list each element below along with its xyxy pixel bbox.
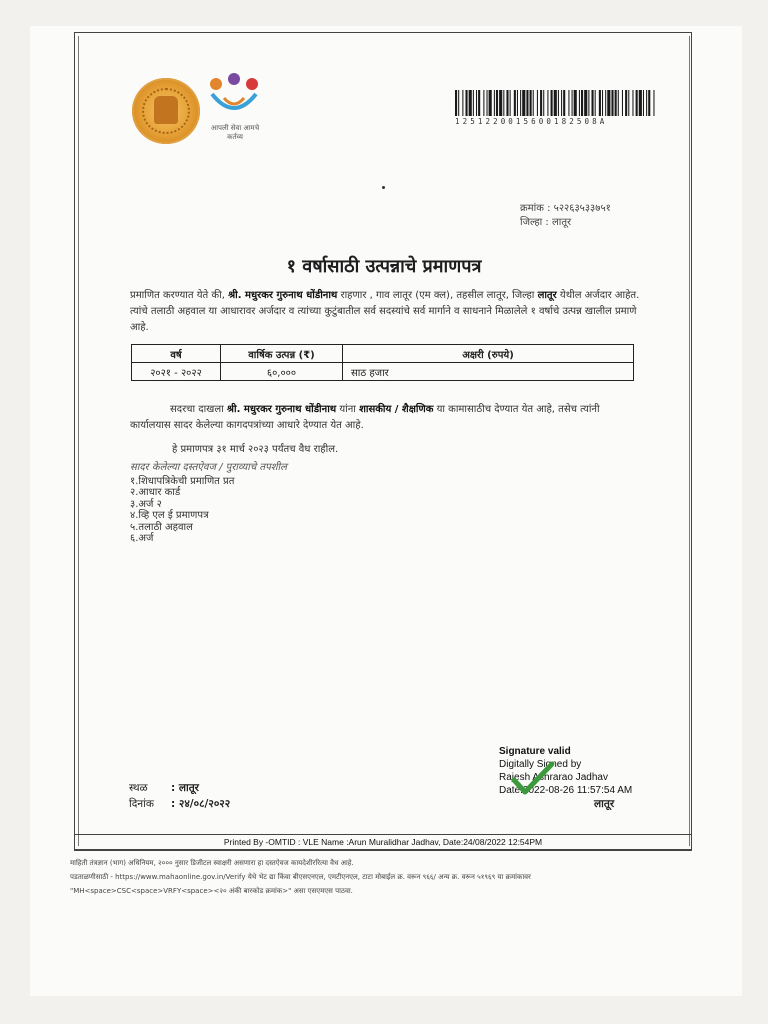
documents-list xyxy=(130,462,287,545)
list-item: ६.अर्ज xyxy=(130,533,154,544)
purpose-text: या कामासाठीच देण्यात येत आहे, तसेच त्यांनी कार्यालयास सादर केलेल्या कागदपत्रांच्या आधारे देण्यात येत आहे. xyxy=(130,404,600,431)
purpose-text: सदरचा दाखला xyxy=(170,404,227,415)
signer-name: Rajesh Ashrarao Jadhav xyxy=(499,772,608,783)
signature-place: लातूर xyxy=(594,798,615,810)
purpose-text: यांना xyxy=(336,404,360,415)
income-table xyxy=(131,344,634,381)
signature-signed-by: Digitally Signed by xyxy=(499,759,582,770)
certificate-inner-border xyxy=(78,36,690,846)
list-item: ४.व्हि एल ई प्रमाणपत्र xyxy=(130,510,209,521)
place-label: स्थळ xyxy=(129,782,148,794)
cell-year: २०२१ - २०२२ xyxy=(132,363,221,381)
table-row xyxy=(132,363,634,381)
legal-footer xyxy=(70,856,710,898)
purpose-paragraph xyxy=(130,402,640,434)
applicant-name: श्री. मधुरकर गुरुनाथ धोंडीनाथ xyxy=(228,290,338,301)
maharashtra-seal-icon xyxy=(132,78,200,144)
list-item: ५.तलाठी अहवाल xyxy=(130,521,193,533)
list-item: १.शिधापत्रिकेची प्रमाणित प्रत xyxy=(130,475,235,487)
signature-date: Date:2022-08-26 11:57:54 AM xyxy=(499,785,633,796)
reference-district: जिल्हा : लातूर xyxy=(520,217,572,228)
column-header-income: वार्षिक उत्पन्न (₹) xyxy=(221,345,343,363)
documents-heading: सादर केलेल्या दस्तऐवज / पुराव्याचे तपशील xyxy=(130,462,287,473)
footer-line: माहिती तंत्रज्ञान (भाग) अधिनियम, २००० नुसार डिजीटल स्वाक्षरी असणारा हा दस्तऐवज कायदेशीररित्या वैध आहे. xyxy=(70,859,354,867)
printed-by-line: Printed By -OMTID : VLE Name :Arun Muralidhar Jadhav, Date:24/08/2022 12:54PM xyxy=(74,834,692,851)
certify-text: येथील अर्जदार आहेत. त्यांचे तलाठी अहवाल या आधारावर अर्जदार व त्यांच्या कुटुंबातील सर्व सदस्यांचे सर्व मार्गाने व साधनाने मिळालेले १ वर्षाचे उत्पन्न खालील प्रमाणे आहे. xyxy=(130,290,640,333)
date-value: : २४/०८/२०२२ xyxy=(171,798,231,810)
reference-number: क्रमांक : ५२२६३५३३७५१ xyxy=(520,203,611,214)
page-title: १ वर्षासाठी उत्पन्नाचे प्रमाणपत्र xyxy=(286,256,482,277)
purpose-applicant-name: श्री. मधुरकर गुरुनाथ धोंडीनाथ xyxy=(226,404,337,415)
purpose-type: शासकीय / शैक्षणिक xyxy=(359,404,434,415)
table-header-row xyxy=(132,345,634,363)
validity-statement: हे प्रमाणपत्र ३१ मार्च २०२३ पर्यंतच वैध राहील. xyxy=(172,444,339,455)
aaple-sarkar-logo xyxy=(206,70,262,148)
ink-dot xyxy=(382,186,385,189)
date-label: दिनांक xyxy=(129,798,154,810)
certification-paragraph xyxy=(130,288,640,336)
place-value: : लातूर xyxy=(171,782,199,794)
column-header-year: वर्ष xyxy=(132,345,221,363)
list-item: ३.अर्ज २ xyxy=(130,498,162,510)
footer-line: "MH<space>CSC<space>VRFY<space><२० अंकी बारकोड क्रमांक>" असा एसएमएस पाठवा. xyxy=(70,887,353,895)
column-header-in-words: अक्षरी (रुपये) xyxy=(343,345,634,363)
certify-text: राहणार , गाव लातूर (एम क्ल), तहसील लातूर, जिल्हा xyxy=(337,290,538,301)
place-date-block xyxy=(129,780,230,812)
barcode xyxy=(455,90,655,116)
green-checkmark-icon xyxy=(510,760,556,796)
reference-block xyxy=(520,202,611,230)
barcode-number: 1251220015600182508A xyxy=(455,117,608,126)
place-row xyxy=(129,780,230,796)
list-item: २.आधार कार्ड xyxy=(130,487,181,498)
date-row xyxy=(129,796,230,812)
district-name: लातूर xyxy=(537,290,557,301)
cell-income: ६०,००० xyxy=(221,363,343,381)
certify-text: प्रमाणित करण्यात येते की, xyxy=(130,290,229,301)
signature-valid-text: Signature valid xyxy=(499,746,571,757)
cell-in-words: साठ हजार xyxy=(343,363,634,381)
logo-caption: आपली सेवा आमचे कर्तव्य xyxy=(210,124,260,141)
footer-line: पडताळणीसाठी - https://www.mahaonline.gov.in/Verify येथे भेट द्या किंवा बीएसएनएल, एमटीएनएल, टाटा मोबाईल क्र. वरून ९६६/ अन्य क्र. वरून ५१९६९ या क्रमांकावर xyxy=(70,873,531,881)
